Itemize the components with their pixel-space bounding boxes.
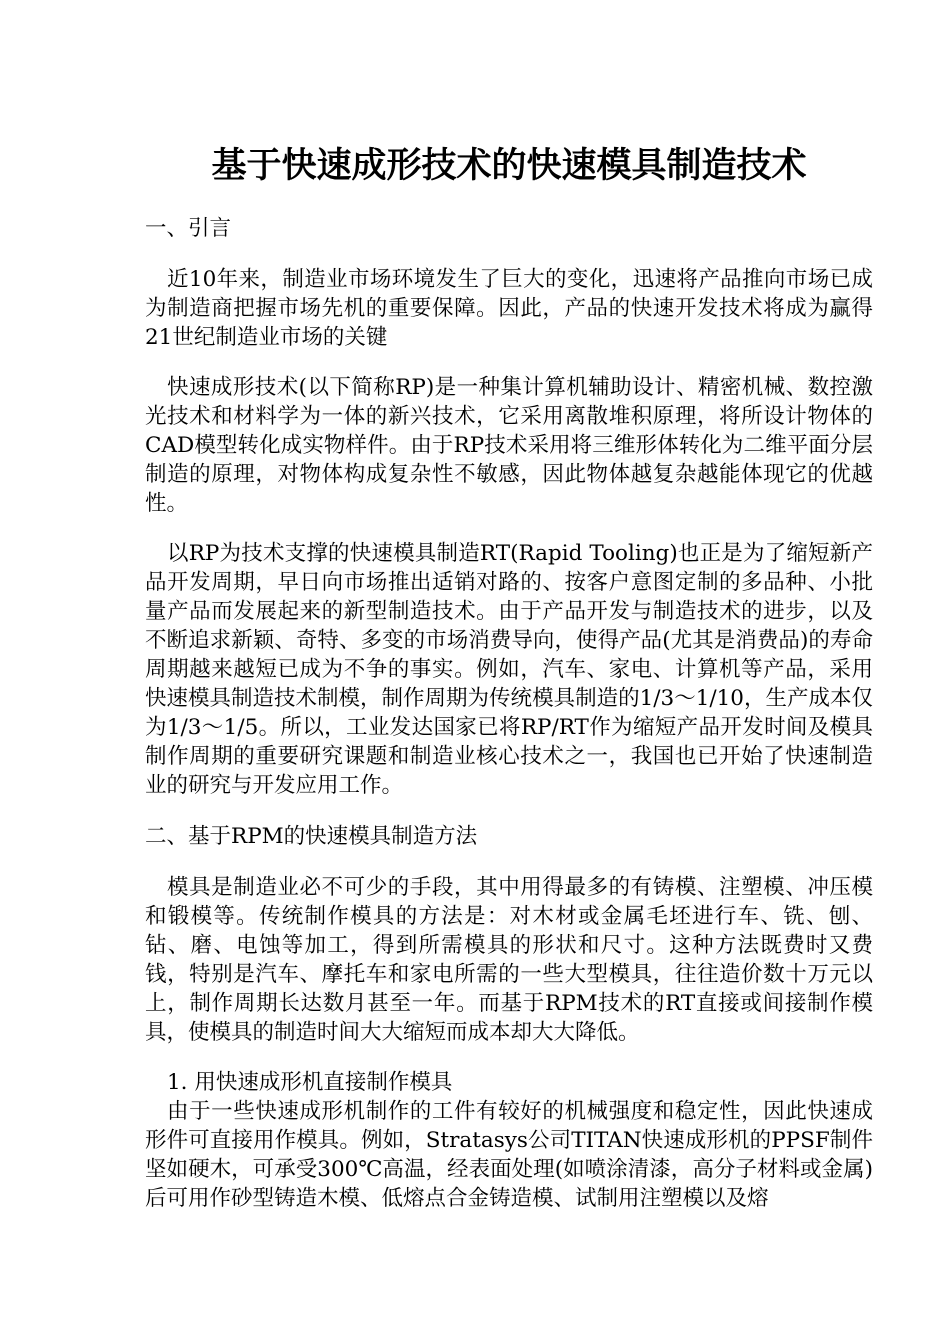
paragraph-mold-manufacturing: 模具是制造业必不可少的手段，其中用得最多的有铸模、注塑模、冲压模和锻模等。传统制作模具的方法是：对木材或金属毛坯进行车、铣、刨、钻、磨、电蚀等加工，得到所需模具的形状和尺寸。这种方法既费时又费钱，特别是汽车、摩托车和家电所需的一些大型模具，往往造价数十万元以上，制作周期长达数月甚至一年。而基于RPM技术的RT直接或间接制作模具，使模具的制造时间大大缩短而成本却大大降低。 xyxy=(145,875,873,1045)
paragraph-direct-molding: 由于一些快速成形机制作的工件有较好的机械强度和稳定性，因此快速成形件可直接用作模具。例如，Stratasys公司TITAN快速成形机的PPSF制件坚如硬木，可承受300℃高温，经表面处理(如喷涂清漆，高分子材料或金属)后可用作砂型铸造木模、低熔点合金铸造模、试制用注塑模以及熔 xyxy=(145,1099,873,1211)
paragraph-rapid-tooling: 以RP为技术支撑的快速模具制造RT(Rapid Tooling)也正是为了缩短新产品开发周期，早日向市场推出适销对路的、按客户意图定制的多品种、小批量产品而发展起来的新型制造技术。由于产品开发与制造技术的进步，以及不断追求新颖、奇特、多变的市场消费导向，使得产品(尤其是消费品)的寿命周期越来越短已成为不争的事实。例如，汽车、家电、计算机等产品，采用快速模具制造技术制模，制作周期为传统模具制造的1/3～1/10，生产成本仅为1/3～1/5。所以，工业发达国家已将RP/RT作为缩短产品开发时间及模具制作周期的重要研究课题和制造业核心技术之一，我国也已开始了快速制造业的研究与开发应用工作。 xyxy=(145,541,873,798)
document-title: 基于快速成形技术的快速模具制造技术 xyxy=(211,145,807,186)
section-heading-rpm-methods: 二、基于RPM的快速模具制造方法 xyxy=(145,824,478,849)
paragraph-rp-definition: 快速成形技术(以下简称RP)是一种集计算机辅助设计、精密机械、数控激光技术和材料学为一体的新兴技术，它采用离散堆积原理，将所设计物体的CAD模型转化成实物样件。由于RP技术采用将三维形体转化为二维平面分层制造的原理，对物体构成复杂性不敏感，因此物体越复杂越能体现它的优越性。 xyxy=(145,375,873,516)
section-heading-introduction: 一、引言 xyxy=(145,216,232,241)
paragraph-market-background: 近10年来，制造业市场环境发生了巨大的变化，迅速将产品推向市场已成为制造商把握市场先机的重要保障。因此，产品的快速开发技术将成为赢得21世纪制造业市场的关键 xyxy=(145,267,873,350)
subsection-heading-direct-molding: 1. 用快速成形机直接制作模具 xyxy=(167,1070,453,1095)
